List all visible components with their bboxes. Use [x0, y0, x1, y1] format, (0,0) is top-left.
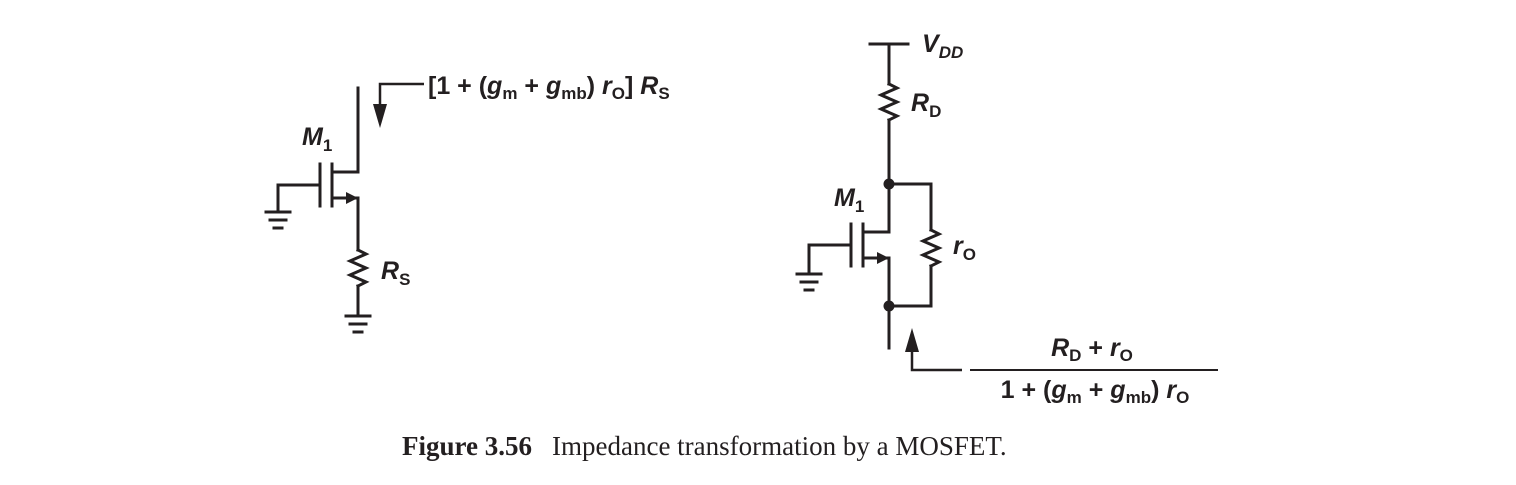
- rd-label: $R_D$: [911, 89, 942, 121]
- impedance-numerator: $R_D + r_O$: [1051, 334, 1133, 365]
- left-ground-symbol-rs: [346, 316, 370, 332]
- right-source-arrow: [877, 252, 889, 264]
- right-resistor-ro: [923, 230, 939, 266]
- left-ground-symbol-gate: [266, 212, 290, 228]
- right-transistor-label: $M_1$: [834, 184, 865, 216]
- right-resistor-rd: [881, 84, 897, 120]
- caption-number: Figure 3.56: [402, 431, 532, 461]
- figure-caption: [402, 431, 1007, 461]
- right-impedance-arrowhead: [905, 328, 919, 352]
- left-resistor-label: $R_S$: [381, 257, 411, 289]
- left-impedance-expression: [$1 + (g_m + g_{mb})$ $r_O$] $R_S$: [428, 72, 670, 103]
- vdd-label: $V_{DD}$: [922, 30, 964, 62]
- left-source-arrow: [346, 192, 358, 204]
- ro-label: $r_O$: [953, 232, 976, 264]
- caption-text: Impedance transformation by a MOSFET.: [552, 431, 1007, 461]
- left-transistor-label: $M_1$: [302, 123, 333, 155]
- left-impedance-arrowhead: [373, 104, 387, 128]
- left-resistor-rs: [350, 250, 366, 286]
- right-ground-symbol-gate: [797, 274, 821, 290]
- right-impedance-arrow-line: [912, 348, 962, 370]
- right-circuit: [797, 30, 1218, 407]
- left-circuit: [266, 72, 670, 332]
- impedance-denominator: $1 + (g_m + g_{mb})$ $r_O$: [1000, 376, 1190, 407]
